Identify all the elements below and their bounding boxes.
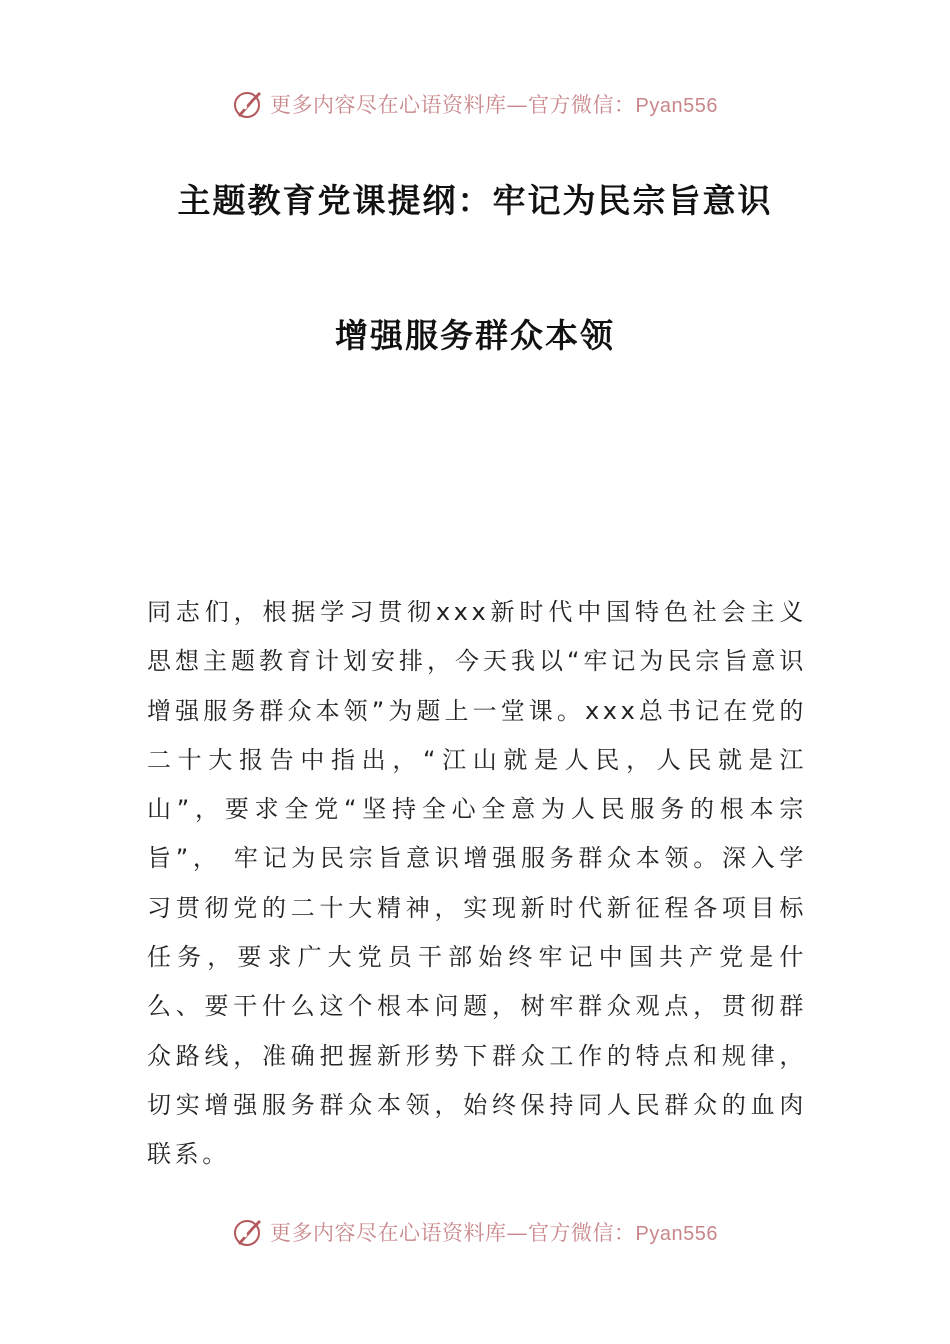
pen-nib-circle-icon (232, 1215, 266, 1249)
document-title-line-1: 主题教育党课提纲：牢记为民宗旨意识 (177, 181, 773, 220)
watermark-text: 更多内容尽在心语资料库—官方微信：Pyan556 (270, 1221, 718, 1245)
document-title-line-2: 增强服务群众本领 (335, 316, 615, 355)
pen-nib-circle-icon (232, 87, 266, 121)
watermark-text: 更多内容尽在心语资料库—官方微信：Pyan556 (270, 93, 718, 117)
header-watermark (0, 84, 950, 124)
body-paragraph: 同志们，根据学习贯彻xxx新时代中国特色社会主义思想主题教育计划安排，今天我以“牢记为民宗旨意识 增强服务群众本领”为题上一堂课。xxx总书记在党的二十大报告中指出，“江山就是人民，人民就是江山”，要求全党“坚持全心全意为人民服务的根本宗旨”， 牢记为民宗旨意识增强服务群众本领。深入学习贯彻党的二十大精神，实现新时代新征程各项目标任务，要求广大党员干部始终牢记中国共产党是什么、要干什么这个根本问题，树牢群众观点，贯彻群众路线，准确把握新形势下群众工作的特点和规律，切实增强服务群众本领，始终保持同人民群众的血肉联系。 (147, 598, 807, 1169)
footer-watermark (0, 1212, 950, 1252)
